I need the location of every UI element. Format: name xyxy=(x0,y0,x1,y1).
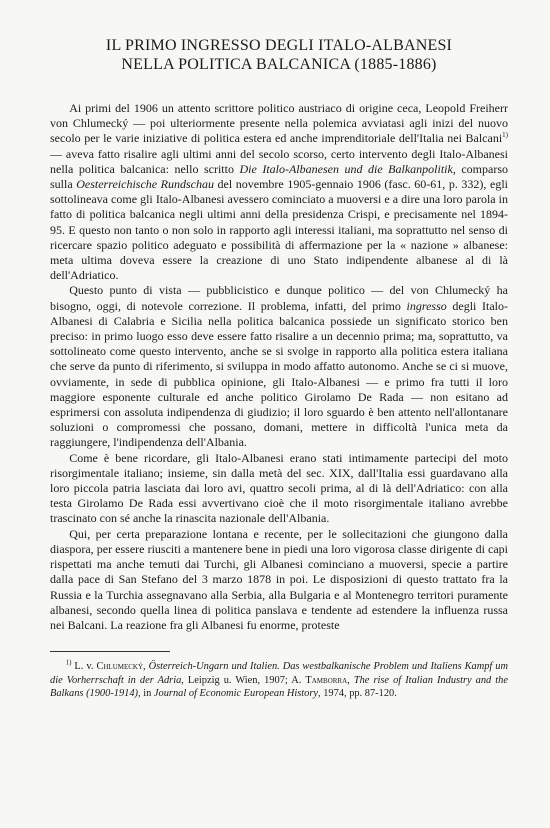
author-name: Tamborra xyxy=(305,674,348,686)
italic-title: Journal of Economic European History xyxy=(153,688,319,700)
italic-word: ingresso xyxy=(406,298,447,313)
paragraph-2 xyxy=(50,283,508,450)
italic-title: The rise of Italian Industry and the Balkans (1900-1914) xyxy=(50,674,508,700)
italic-title: Die Italo-Albanesen und die Balkanpolitik xyxy=(239,161,453,176)
author-name: Chlumecký xyxy=(96,661,144,673)
title-block xyxy=(50,36,508,74)
text-run: , 1974, pp. 87-120. xyxy=(318,688,397,700)
text-run: Ai primi del 1906 un attento scrittore politico austriaco di origine ceca, Leopold Freiherr von Chlumecký — poi ulteriormente presente nella polemica avviatasi agli inizi del nuovo secolo per le varie iniziative di politica estera ed anche imprenditoriale dell'Italia nei Balcani xyxy=(50,101,508,146)
text-run: Qui, per certa preparazione lontana e recente, per le sollecitazioni che giungono dalla diaspora, per essere riusciti a mantenere bene in piedi una loro vigorosa classe dirigente di capi rispettati ma anche temuti dai Turchi, gli Albanesi cominciano a muoversi, specie a partire dalla pace di San Stefano del 3 marzo 1878 in poi. Le disposizioni di questo trattato fra la Russia e la Turchia assegnavano alla Serbia, alla Bulgaria e al Montenegro territori puramente albanesi, secondo quella linea di politica panslava e tendente ad estendere la influenza russa nei Balcani. La reazione fra gli Albanesi fu enorme, proteste xyxy=(50,526,508,632)
footnote-1 xyxy=(50,660,508,701)
text-run: degli Italo-Albanesi di Calabria e Sicilia nella politica balcanica possiede un significato storico ben preciso: in primo luogo esso deve essere fatto risalire a un decennio prima; ma, soprattutto, va sottolineato come questo intervento, anche se si svolge in rapporto alla politica estera italiana che serve da punto di riferimento, si sviluppa in modo affatto autonomo. Anche se ci si muove, ovviamente, in sede di pubblica opinione, gli Italo-Albanesi — e primo fra tutti il loro maggiore esponente culturale ed anche politico Girolamo De Rada — non esitano ad esprimersi con assoluta indipendenza di giudizio; il loro sguardo è ben attento nell'allontanare soluzioni o compromessi che possano, domani, mettere in difficoltà l'unica meta da raggiungere, l'indipendenza dell'Albania. xyxy=(50,298,508,450)
italic-title: Oesterreichische Rundschau xyxy=(76,177,214,192)
footnote-divider xyxy=(50,651,170,652)
footnote-marker: 1) xyxy=(65,658,72,667)
body-text xyxy=(50,101,508,633)
text-run: , xyxy=(143,661,149,673)
paragraph-1 xyxy=(50,101,508,283)
page-title-line-2: NELLA POLITICA BALCANICA (1885-1886) xyxy=(121,56,437,73)
paragraph-3 xyxy=(50,451,508,527)
text-run: , comparso sulla xyxy=(50,161,508,192)
text-run: del novembre 1905-gennaio 1906 (fasc. 60-61, p. 332), egli sottolineava come gli Italo-Albanesi avessero cominciato a muoversi e a dire una loro parola in fatto di politica balcanica negli ultimi anni della presidenza Crispi, e precisamente nel 1894-95. E questo non tanto o non solo in rapporto agli interessi italiani, ma soprattutto nel senso di ricercare spazio politico adeguato e possibilità di affermazione per la « nazione » albanese: meta ultima doveva essere la creazione di uno Stato indipendente albanese al di là dell'Adriatico. xyxy=(50,177,508,283)
text-run: L. v. xyxy=(71,661,97,673)
italic-title: Österreich-Ungarn und Italien. Das westbalkanische Problem und Italiens Kampf um die Vorherrschaft in der Adria xyxy=(50,661,508,686)
text-run: Questo punto di vista — pubblicistico e dunque politico — del von Chlumecký ha bisogno, oggi, di notevole correzione. Il problema, infatti, del primo xyxy=(50,283,508,313)
footnote-ref: 1) xyxy=(502,131,508,140)
text-run: , Leipzig u. Wien, 1907; A. xyxy=(181,674,306,686)
text-run: Come è bene ricordare, gli Italo-Albanesi erano stati intimamente partecipi del moto risorgimentale italiano; insieme, sin dalla metà del sec. XIX, dall'Italia essi guardavano alla loro piccola patria lasciata dai loro avi, quattro secoli prima, al di là dell'Adriatico: con alla testa Girolamo De Rada essi avvertivano cioè che il moto risorgimentale italiano avrebbe trascinato con sé anche la rinascita nazionale dell'Albania. xyxy=(50,450,508,526)
page-title-line-1: IL PRIMO INGRESSO DEGLI ITALO-ALBANESI xyxy=(105,37,453,54)
text-run: , xyxy=(347,674,354,686)
text-run: — aveva fatto risalire agli ultimi anni del secolo scorso, certo intervento degli Italo-Albanesi nella politica balcanica: nello scritto xyxy=(50,146,508,176)
paragraph-4 xyxy=(50,527,508,633)
text-run: , in xyxy=(138,688,154,700)
